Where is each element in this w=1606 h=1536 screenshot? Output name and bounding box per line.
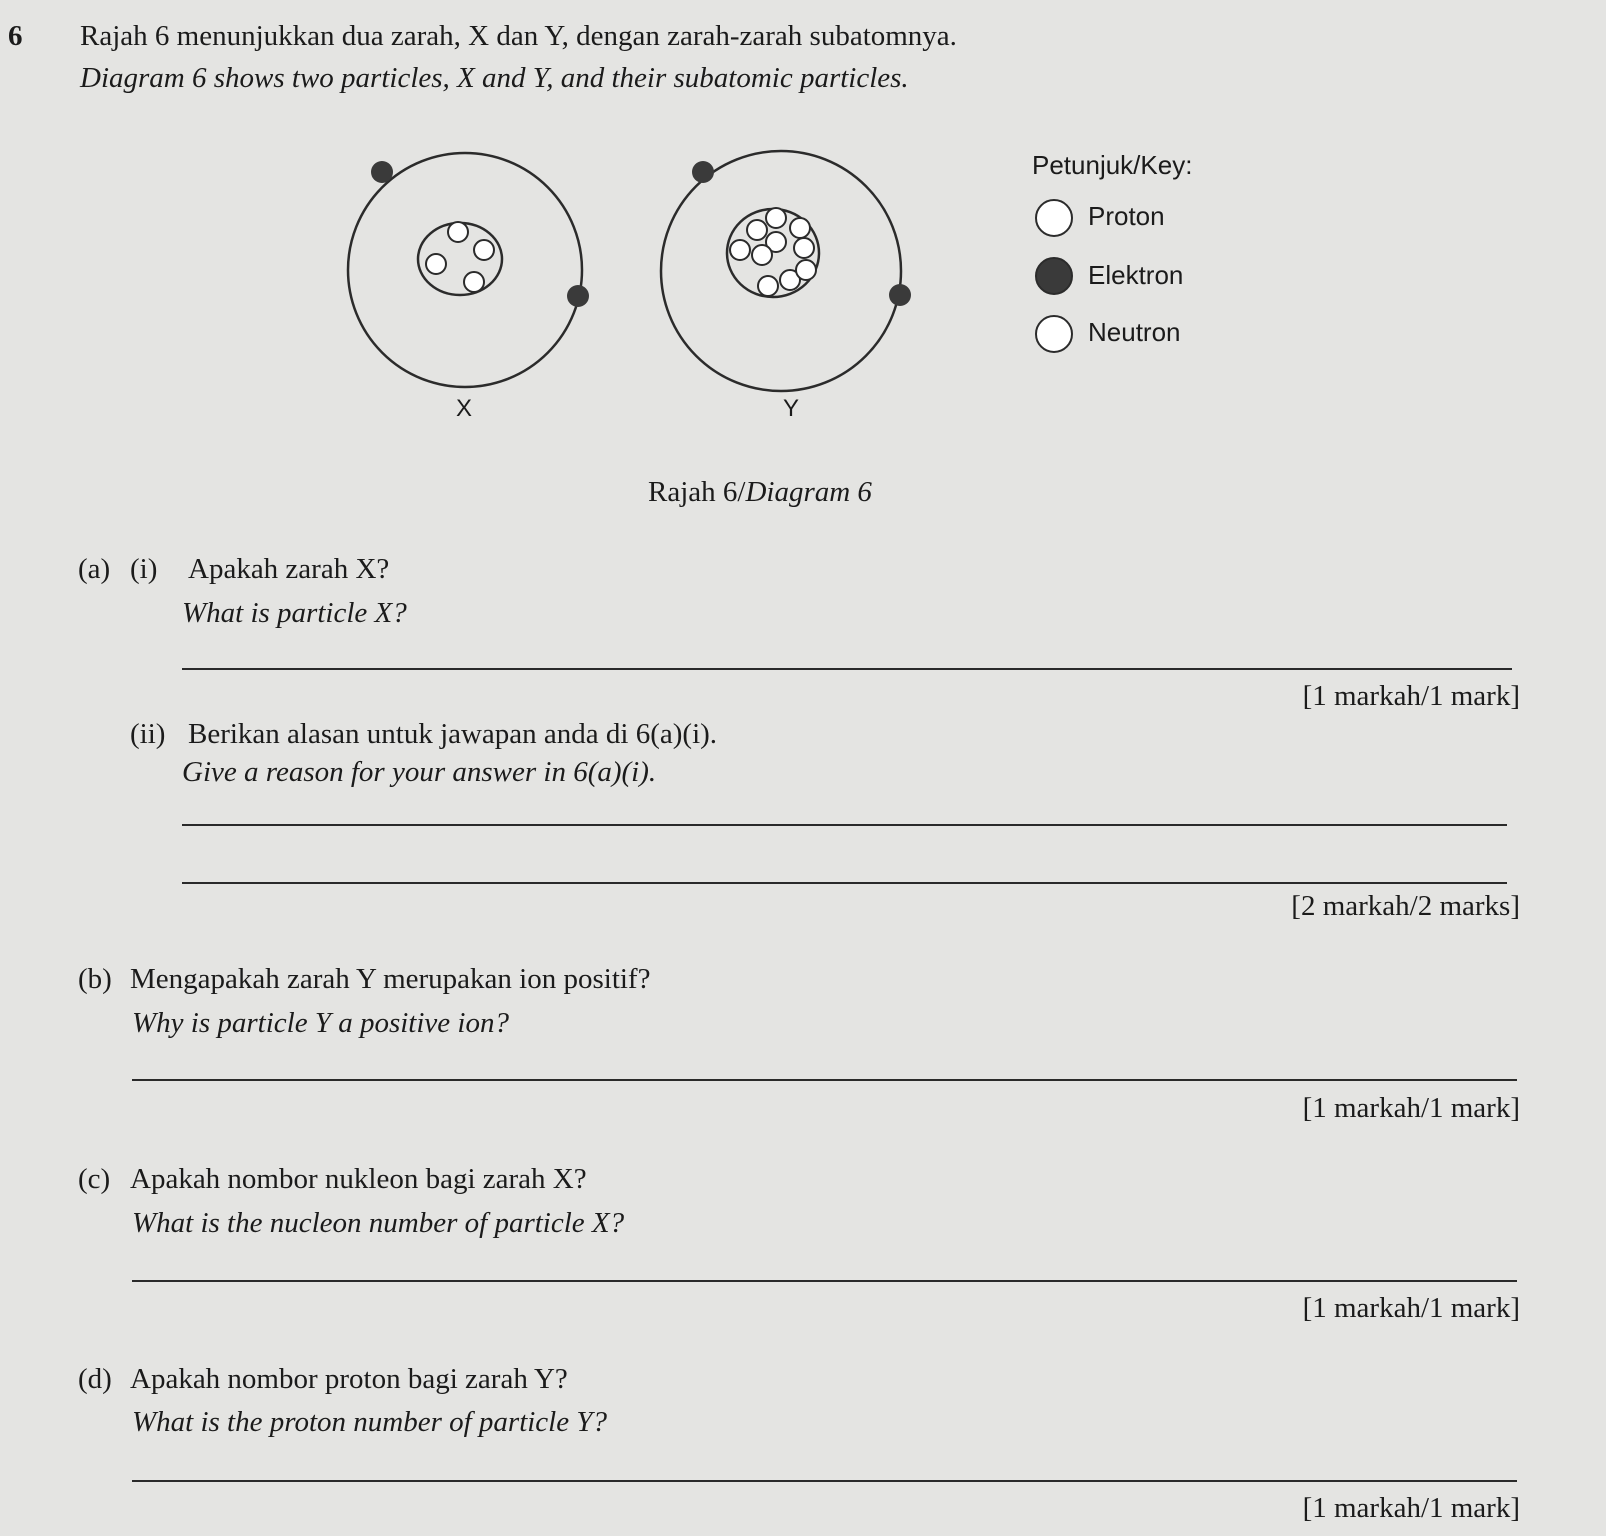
part-a-ii-label: (ii) <box>130 718 166 750</box>
part-a-i-question-en: What is particle X? <box>182 597 407 629</box>
answer-line-a-ii-2[interactable] <box>182 882 1507 884</box>
part-a-i-question-ms: Apakah zarah X? <box>188 553 390 585</box>
proton-y-1 <box>766 208 786 228</box>
marks-d: [1 markah/1 mark] <box>1302 1492 1520 1524</box>
key-title: Petunjuk/Key: <box>1032 150 1193 180</box>
particle-x <box>348 153 589 387</box>
part-b-label: (b) <box>78 963 112 995</box>
key-neutron-label: Neutron <box>1088 317 1181 347</box>
part-c-label: (c) <box>78 1163 111 1195</box>
part-d-question-ms: Apakah nombor proton bagi zarah Y? <box>130 1363 568 1395</box>
proton-y-4 <box>752 245 772 265</box>
part-a-ii-question-ms: Berikan alasan untuk jawapan anda di 6(a)(i). <box>188 718 718 750</box>
neutron-y-1 <box>790 218 810 238</box>
neutron-x-1 <box>474 240 494 260</box>
part-d-question-en: What is the proton number of particle Y? <box>132 1406 607 1438</box>
part-a-label: (a) <box>78 553 111 585</box>
electron-shell-x <box>348 153 582 387</box>
part-c-question-en: What is the nucleon number of particle X? <box>132 1207 625 1239</box>
part-a-i-label: (i) <box>130 553 158 585</box>
marks-b: [1 markah/1 mark] <box>1302 1092 1520 1124</box>
part-b-question-ms: Mengapakah zarah Y merupakan ion positif? <box>130 963 651 995</box>
neutron-y-4 <box>758 276 778 296</box>
particle-x-label: X <box>456 395 473 422</box>
part-a-ii-question-en: Give a reason for your answer in 6(a)(i). <box>182 756 657 788</box>
proton-y-3 <box>794 238 814 258</box>
neutron-x-2 <box>464 272 484 292</box>
answer-line-b[interactable] <box>132 1079 1517 1081</box>
answer-line-a-i[interactable] <box>182 668 1512 670</box>
particle-y <box>661 151 911 391</box>
answer-line-a-ii-1[interactable] <box>182 824 1507 826</box>
proton-y-2 <box>747 220 767 240</box>
electron-x-2 <box>567 285 589 307</box>
answer-line-c[interactable] <box>132 1280 1517 1282</box>
proton-x-2 <box>426 254 446 274</box>
question-intro-en: Diagram 6 shows two particles, X and Y, and their subatomic particles. <box>80 62 909 94</box>
diagram-caption <box>648 476 872 509</box>
diagram-caption-en: Diagram 6 <box>745 476 872 508</box>
part-d-label: (d) <box>78 1363 112 1395</box>
marks-c: [1 markah/1 mark] <box>1302 1292 1520 1324</box>
proton-x-1 <box>448 222 468 242</box>
neutron-y-3 <box>730 240 750 260</box>
marks-a-i: [1 markah/1 mark] <box>1302 680 1520 712</box>
key-electron-symbol <box>1036 258 1072 294</box>
question-number: 6 <box>8 20 23 52</box>
answer-line-d[interactable] <box>132 1480 1517 1482</box>
neutron-y-5 <box>796 260 816 280</box>
key-neutron-symbol <box>1036 316 1072 352</box>
part-c-question-ms: Apakah nombor nukleon bagi zarah X? <box>130 1163 587 1195</box>
key-proton-symbol <box>1036 200 1072 236</box>
electron-y-2 <box>889 284 911 306</box>
marks-a-ii: [2 markah/2 marks] <box>1291 890 1520 922</box>
particle-y-label: Y <box>783 395 800 422</box>
part-b-question-en: Why is particle Y a positive ion? <box>132 1007 509 1039</box>
electron-y-1 <box>692 161 714 183</box>
electron-x-1 <box>371 161 393 183</box>
key-proton-label: Proton <box>1088 201 1165 231</box>
question-intro-ms: Rajah 6 menunjukkan dua zarah, X dan Y, dengan zarah-zarah subatomnya. <box>80 20 957 52</box>
key-electron-label: Elektron <box>1088 260 1184 290</box>
electron-shell-y <box>661 151 901 391</box>
diagram-caption-ms: Rajah 6/ <box>648 476 746 508</box>
